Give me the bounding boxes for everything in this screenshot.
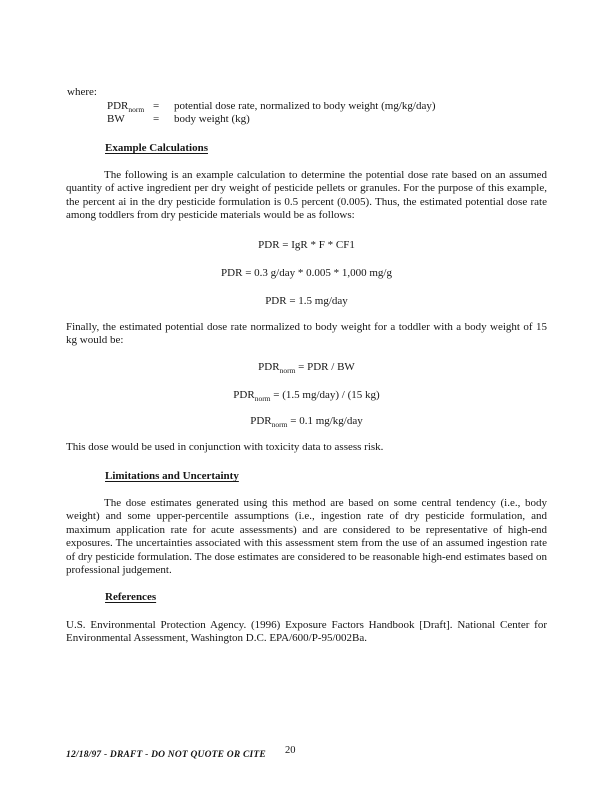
equation-base: PDR (258, 361, 280, 373)
equals-sign: = (153, 113, 160, 126)
page-number: 20 (285, 745, 296, 756)
definition-list (107, 100, 557, 127)
equation-pdr-formula: PDR = IgR * F * CF1 (258, 239, 355, 251)
equation-subscript: norm (254, 393, 271, 403)
definition-term (107, 113, 153, 126)
equals-sign: = (153, 100, 160, 112)
paragraph-example-intro: The following is an example calculation to determine the potential dose rate based on an assumed quantity of active ingredient per dry weight of pesticide pellets or granules. For the purpose of this example, the percent ai in the dry pesticide formulation is 0.5 percent (0.005). Thus, the estimated potential dose rate among toddlers from dry pesticide materials would be as follows: (66, 169, 547, 222)
definition-term-subscript: norm (128, 104, 145, 114)
equation-base: PDR (233, 389, 255, 401)
definition-term-base: BW (107, 113, 125, 126)
paragraph-reference-citation: U.S. Environmental Protection Agency. (1996) Exposure Factors Handbook [Draft]. National Center for Environmental Assessment, Washington D.C. EPA/600/P-95/002Ba. (66, 619, 547, 645)
equation-rest: = 0.1 mg/kg/day (287, 415, 363, 427)
equation-pdrnorm-formula (66, 361, 547, 374)
definition-text: body weight (kg) (174, 113, 250, 126)
equation-base: PDR (250, 415, 272, 427)
equation-rest: = (1.5 mg/day) / (15 kg) (270, 389, 380, 401)
definition-text: potential dose rate, normalized to body weight (mg/kg/day) (174, 100, 436, 112)
equation-pdr-result: PDR = 1.5 mg/day (265, 295, 348, 307)
where-label: where: (67, 86, 97, 98)
paragraph-dose-use: This dose would be used in conjunction with toxicity data to assess risk. (66, 441, 384, 453)
definition-term-base: PDR (107, 100, 129, 112)
equation-rest: = PDR / BW (295, 361, 355, 373)
heading-references: References (105, 591, 157, 603)
definition-row-bw (107, 113, 557, 126)
paragraph-limitations-body: The dose estimates generated using this method are based on some central tendency (i.e., body weight) and some upper-percentile assumptions (i.e., ingestion rate of dry pesticide formulation, and maximum application rate for acute assessments) and are considered to be representative of high-end exposures. The uncertainties associated with this assessment stem from the use of an assumed ingestion rate of dry pesticide formulation. The dose estimates are considered to be reasonable high-end estimates based on professional judgement. (66, 497, 547, 577)
definition-term (107, 100, 153, 113)
equation-pdrnorm-result (66, 415, 547, 428)
equation-pdrnorm-values (66, 389, 547, 402)
heading-example-calculations: Example Calculations (105, 142, 208, 154)
heading-limitations: Limitations and Uncertainty (105, 470, 239, 482)
definition-row-pdrnorm (107, 100, 557, 113)
footer-draft-notice: 12/18/97 - DRAFT - DO NOT QUOTE OR CITE (66, 750, 266, 760)
equation-subscript: norm (271, 419, 288, 429)
equation-pdr-values: PDR = 0.3 g/day * 0.005 * 1,000 mg/g (221, 267, 392, 279)
equation-subscript: norm (279, 365, 296, 375)
paragraph-finally: Finally, the estimated potential dose rate normalized to body weight for a toddler with a body weight of 15 kg would be: (66, 321, 547, 347)
